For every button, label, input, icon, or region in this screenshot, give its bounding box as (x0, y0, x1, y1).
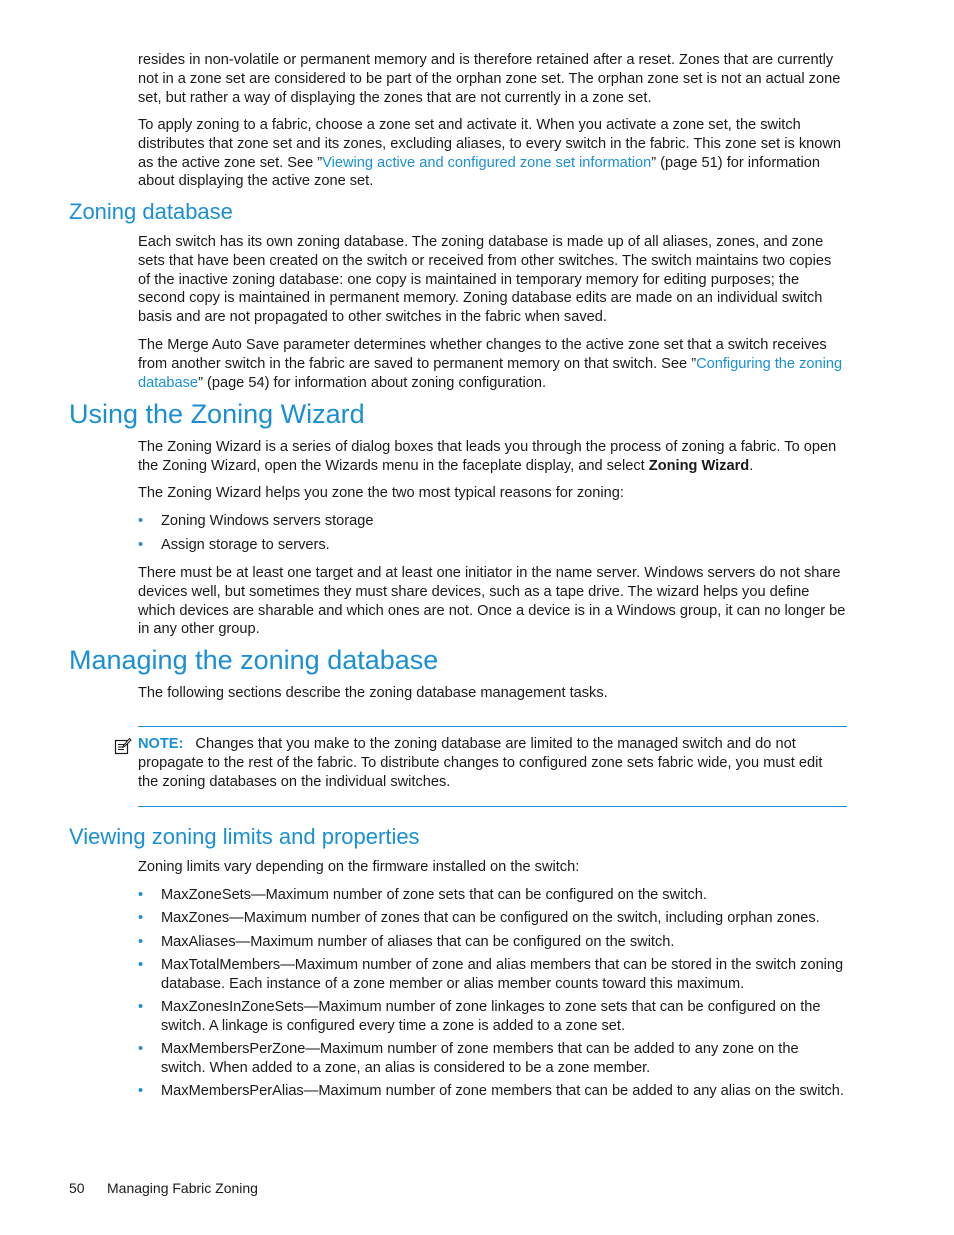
limits-paragraph-1 (138, 858, 846, 877)
bullet-icon: • (138, 933, 144, 950)
zoning-wizard-paragraph-2 (138, 484, 846, 503)
list-item (138, 933, 846, 952)
intro-text-1: resides in non-volatile or permanent memory and is therefore retained after a reset. Zones that are currently not in a zone set are considered to be part of the orphan zone set. The orphan zone set is not an actual zone set, but rather a way of displaying the zones that are not currently in a zone set. (138, 52, 841, 106)
list-item (138, 512, 846, 531)
list-item (138, 956, 846, 994)
intro-paragraph-1 (138, 51, 846, 107)
heading-viewing-zoning-limits: Viewing zoning limits and properties (69, 824, 420, 849)
list-item-text: MaxAliases—Maximum number of aliases that can be configured on the switch. (161, 933, 675, 950)
zoning-database-text-2 (138, 336, 846, 392)
zoning-wizard-text-3: There must be at least one target and at least one initiator in the name server. Windows servers do not share devices well, but sometimes they must share devices, such as a tape drive. The wizard helps you define which devices are sharable and which ones are not. Once a device is in a Windows group, it can no longer be in any other group. (138, 565, 846, 638)
zoning-database-text-2-end: ” (page 54) for information about zoning configuration. (198, 374, 547, 391)
zoning-database-text-1: Each switch has its own zoning database. The zoning database is made up of all aliases, zones, and zone sets that have been created on the switch or received from other switches. The switch maintains two copies of the inactive zoning database: one copy is maintained in temporary memory for editing purposes; the second copy is maintained in permanent memory. Zoning database edits are made on an individual switch basis and are not propagated to other switches in the fabric when saved. (138, 234, 832, 326)
zoning-database-text-2-start: The Merge Auto Save parameter determines whether changes to the active zone set that a switch receives from another switch in the fabric are saved to permanent memory on that switch. See ” (138, 337, 827, 372)
list-item (138, 1040, 846, 1078)
bullet-icon: • (138, 536, 144, 553)
bullet-icon: • (138, 910, 144, 927)
list-item (138, 1082, 846, 1101)
intro-paragraph-2 (138, 116, 846, 191)
bullet-icon: • (138, 887, 144, 903)
list-item-text: Zoning Windows servers storage (161, 513, 374, 529)
zoning-wizard-text-1-start: The Zoning Wizard is a series of dialog boxes that leads you through the process of zoning a fabric. To open the Zoning Wizard, open the Wizards menu in the faceplate display, and select (138, 439, 837, 474)
note-text (138, 735, 846, 791)
list-item-text: MaxMembersPerAlias—Maximum number of zone members that can be added to any alias on the switch. (161, 1083, 844, 1100)
managing-paragraph-1 (138, 684, 846, 703)
page-number: 50 (69, 1180, 85, 1196)
list-item-text: MaxTotalMembers—Maximum number of zone and alias members that can be stored in the switch zoning database. Each instance of a zone member or alias member counts toward this maximum. (161, 956, 844, 992)
zoning-wizard-bold-term: Zoning Wizard (648, 457, 750, 474)
note-bottom-rule (138, 806, 847, 807)
bullet-icon: • (138, 956, 144, 973)
note-icon (114, 737, 132, 755)
bullet-icon: • (138, 513, 144, 529)
note-label: NOTE: (138, 736, 184, 752)
intro-text-2 (138, 116, 846, 191)
zoning-wizard-text-2: The Zoning Wizard helps you zone the two most typical reasons for zoning: (138, 485, 624, 501)
note-top-rule (138, 726, 847, 727)
note-body: Changes that you make to the zoning database are limited to the managed switch and do not propagate to the rest of the fabric. To distribute changes to configured zone sets fabric wide, you must edit the zoning databases on the individual switches. (138, 736, 823, 790)
bullet-icon: • (138, 998, 144, 1015)
list-item (138, 886, 846, 905)
zoning-database-paragraph-1 (138, 233, 846, 327)
link-configuring-zoning-database[interactable]: Configuring the zoning database (138, 355, 843, 391)
zoning-wizard-paragraph-3 (138, 564, 846, 639)
intro-text-2-start: To apply zoning to a fabric, choose a zone set and activate it. When you activate a zone set, the switch distributes that zone set and its zones, excluding aliases, to every switch in the fabric. This zone set is known as the active zone set. See ” (138, 117, 842, 171)
list-item-text: MaxZoneSets—Maximum number of zone sets that can be configured on the switch. (161, 887, 707, 903)
bullet-icon: • (138, 1041, 144, 1058)
list-item (138, 536, 846, 555)
heading-using-zoning-wizard: Using the Zoning Wizard (69, 399, 365, 429)
list-item-text: MaxZonesInZoneSets—Maximum number of zone linkages to zone sets that can be configured on the switch. A linkage is configured every time a zone is added to a zone set. (161, 998, 821, 1034)
list-item-text: MaxZones—Maximum number of zones that can be configured on the switch, including orphan zones. (161, 910, 820, 927)
list-item-text: Assign storage to servers. (161, 536, 330, 553)
zoning-wizard-text-1-end: . (749, 457, 754, 474)
zoning-database-paragraph-2 (138, 336, 846, 392)
zoning-wizard-paragraph-1 (138, 438, 846, 476)
link-viewing-active-zone-set[interactable]: Viewing active and configured zone set information (322, 154, 652, 171)
footer-section-title: Managing Fabric Zoning (107, 1180, 258, 1196)
note-box (114, 735, 846, 791)
limits-text-1: Zoning limits vary depending on the firmware installed on the switch: (138, 859, 580, 875)
list-item-text: MaxMembersPerZone—Maximum number of zone members that can be added to any zone on the switch. When added to a zone, an alias is considered to be a zone member. (161, 1041, 799, 1076)
bullet-icon: • (138, 1083, 144, 1100)
zoning-wizard-text-1 (138, 438, 846, 476)
list-item (138, 998, 846, 1036)
list-item (138, 909, 846, 928)
intro-text-2-end: ” (page 51) for information about displaying the active zone set. (138, 154, 820, 190)
heading-zoning-database: Zoning database (69, 199, 233, 224)
heading-managing-zoning-database: Managing the zoning database (69, 645, 439, 675)
managing-text-1: The following sections describe the zoning database management tasks. (138, 685, 608, 701)
limits-bullet-list (138, 886, 846, 1101)
zoning-wizard-bullet-list (138, 512, 846, 555)
